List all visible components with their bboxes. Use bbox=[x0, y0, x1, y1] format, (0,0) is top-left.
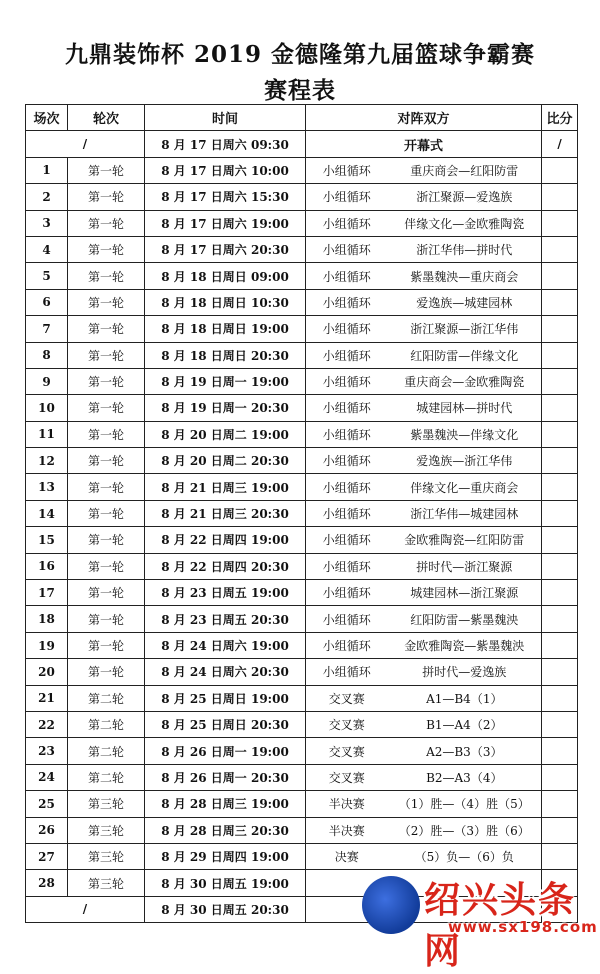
cell-score bbox=[542, 421, 578, 447]
cell-time: 8 月 18 日周日 10:30 bbox=[145, 289, 306, 315]
cell-teams: 浙江聚源—浙江华伟 bbox=[388, 316, 542, 342]
cell-no: 26 bbox=[26, 817, 68, 843]
cell-stage: 小组循环 bbox=[306, 289, 388, 315]
cell-stage: 小组循环 bbox=[306, 184, 388, 210]
cell-no: 11 bbox=[26, 421, 68, 447]
cell-score bbox=[542, 316, 578, 342]
cell-teams: 金欧雅陶瓷—紫墨魏泱 bbox=[388, 632, 542, 658]
cell-round: 第一轮 bbox=[68, 421, 145, 447]
cell-round: 第三轮 bbox=[68, 791, 145, 817]
cell-stage: 交叉赛 bbox=[306, 711, 388, 737]
cell-time: 8 月 28 日周三 20:30 bbox=[145, 817, 306, 843]
cell-score bbox=[542, 500, 578, 526]
cell-score bbox=[542, 210, 578, 236]
cell-score bbox=[542, 632, 578, 658]
cell-score bbox=[542, 236, 578, 262]
table-row bbox=[26, 157, 578, 183]
cell-stage: 交叉赛 bbox=[306, 764, 388, 790]
header-score: 比分 bbox=[542, 105, 578, 131]
cell-time: 8 月 17 日周六 20:30 bbox=[145, 236, 306, 262]
cell-teams: 伴缘文化—金欧雅陶瓷 bbox=[388, 210, 542, 236]
cell-teams: 浙江华伟—拼时代 bbox=[388, 236, 542, 262]
cell-stage: 小组循环 bbox=[306, 580, 388, 606]
cell-no: 17 bbox=[26, 580, 68, 606]
table-row bbox=[26, 421, 578, 447]
cell-teams: （5）负—（6）负 bbox=[388, 843, 542, 869]
cell-no: 19 bbox=[26, 632, 68, 658]
opening-match: 开幕式 bbox=[306, 131, 542, 157]
site-watermark bbox=[362, 868, 598, 972]
cell-teams: 紫墨魏泱—伴缘文化 bbox=[388, 421, 542, 447]
table-row bbox=[26, 711, 578, 737]
cell-score bbox=[542, 263, 578, 289]
opening-score: / bbox=[542, 131, 578, 157]
cell-stage: 小组循环 bbox=[306, 474, 388, 500]
cell-round: 第三轮 bbox=[68, 870, 145, 896]
table-row bbox=[26, 474, 578, 500]
table-row bbox=[26, 764, 578, 790]
cell-stage: 小组循环 bbox=[306, 606, 388, 632]
cell-round: 第一轮 bbox=[68, 580, 145, 606]
cell-round: 第一轮 bbox=[68, 527, 145, 553]
table-row bbox=[26, 500, 578, 526]
cell-teams: 红阳防雷—伴缘文化 bbox=[388, 342, 542, 368]
cell-stage: 小组循环 bbox=[306, 157, 388, 183]
cell-stage: 交叉赛 bbox=[306, 738, 388, 764]
cell-teams: 爱逸族—浙江华伟 bbox=[388, 448, 542, 474]
table-row bbox=[26, 263, 578, 289]
cell-time: 8 月 18 日周日 19:00 bbox=[145, 316, 306, 342]
cell-stage: 小组循环 bbox=[306, 553, 388, 579]
cell-score bbox=[542, 527, 578, 553]
cell-teams: 金欧雅陶瓷—红阳防雷 bbox=[388, 527, 542, 553]
header-row bbox=[26, 105, 578, 131]
table-row bbox=[26, 527, 578, 553]
cell-teams: A1—B4（1） bbox=[388, 685, 542, 711]
cell-no: 28 bbox=[26, 870, 68, 896]
cell-time: 8 月 21 日周三 20:30 bbox=[145, 500, 306, 526]
table-row bbox=[26, 395, 578, 421]
cell-no: 14 bbox=[26, 500, 68, 526]
cell-time: 8 月 25 日周日 20:30 bbox=[145, 711, 306, 737]
cell-score bbox=[542, 606, 578, 632]
table-row bbox=[26, 448, 578, 474]
cell-stage: 小组循环 bbox=[306, 659, 388, 685]
cell-no: 15 bbox=[26, 527, 68, 553]
cell-no: 12 bbox=[26, 448, 68, 474]
table-row bbox=[26, 368, 578, 394]
cell-score bbox=[542, 791, 578, 817]
cell-time: 8 月 29 日周四 19:00 bbox=[145, 843, 306, 869]
cell-time: 8 月 18 日周日 20:30 bbox=[145, 342, 306, 368]
cell-no: 10 bbox=[26, 395, 68, 421]
cell-round: 第一轮 bbox=[68, 263, 145, 289]
table-row bbox=[26, 289, 578, 315]
cell-stage: 小组循环 bbox=[306, 421, 388, 447]
cell-score bbox=[542, 659, 578, 685]
cell-time: 8 月 28 日周三 19:00 bbox=[145, 791, 306, 817]
cell-round: 第一轮 bbox=[68, 395, 145, 421]
cell-teams: 拼时代—爱逸族 bbox=[388, 659, 542, 685]
cell-no: 4 bbox=[26, 236, 68, 262]
cell-stage: 交叉赛 bbox=[306, 685, 388, 711]
cell-no: 21 bbox=[26, 685, 68, 711]
cell-score bbox=[542, 580, 578, 606]
cell-no: 2 bbox=[26, 184, 68, 210]
cell-teams: 城建园林—浙江聚源 bbox=[388, 580, 542, 606]
cell-time: 8 月 19 日周一 19:00 bbox=[145, 368, 306, 394]
cell-stage: 半决赛 bbox=[306, 817, 388, 843]
document-subtitle: 赛程表 bbox=[264, 77, 336, 104]
closing-no: / bbox=[26, 896, 145, 922]
header-round: 轮次 bbox=[68, 105, 145, 131]
cell-score bbox=[542, 711, 578, 737]
table-row bbox=[26, 580, 578, 606]
cell-no: 5 bbox=[26, 263, 68, 289]
table-row bbox=[26, 316, 578, 342]
cell-time: 8 月 20 日周二 19:00 bbox=[145, 421, 306, 447]
cell-no: 18 bbox=[26, 606, 68, 632]
cell-time: 8 月 20 日周二 20:30 bbox=[145, 448, 306, 474]
cell-score bbox=[542, 368, 578, 394]
cell-score bbox=[542, 685, 578, 711]
cell-no: 13 bbox=[26, 474, 68, 500]
table-row bbox=[26, 606, 578, 632]
cell-teams: 重庆商会—金欧雅陶瓷 bbox=[388, 368, 542, 394]
cell-score bbox=[542, 395, 578, 421]
cell-score bbox=[542, 553, 578, 579]
cell-score bbox=[542, 289, 578, 315]
cell-no: 24 bbox=[26, 764, 68, 790]
opening-row bbox=[26, 131, 578, 157]
cell-round: 第一轮 bbox=[68, 632, 145, 658]
opening-time: 8 月 17 日周六 09:30 bbox=[145, 131, 306, 157]
cell-round: 第一轮 bbox=[68, 236, 145, 262]
cell-time: 8 月 22 日周四 19:00 bbox=[145, 527, 306, 553]
table-row bbox=[26, 184, 578, 210]
cell-round: 第一轮 bbox=[68, 368, 145, 394]
cell-round: 第二轮 bbox=[68, 711, 145, 737]
cell-stage: 小组循环 bbox=[306, 500, 388, 526]
cell-time: 8 月 24 日周六 19:00 bbox=[145, 632, 306, 658]
cell-stage: 小组循环 bbox=[306, 632, 388, 658]
table-row bbox=[26, 791, 578, 817]
cell-stage: 小组循环 bbox=[306, 395, 388, 421]
cell-time: 8 月 30 日周五 19:00 bbox=[145, 870, 306, 896]
cell-time: 8 月 19 日周一 20:30 bbox=[145, 395, 306, 421]
cell-time: 8 月 23 日周五 19:00 bbox=[145, 580, 306, 606]
cell-round: 第一轮 bbox=[68, 500, 145, 526]
opening-no: / bbox=[26, 131, 145, 157]
cell-no: 9 bbox=[26, 368, 68, 394]
cell-score bbox=[542, 157, 578, 183]
cell-time: 8 月 17 日周六 19:00 bbox=[145, 210, 306, 236]
cell-no: 8 bbox=[26, 342, 68, 368]
cell-round: 第一轮 bbox=[68, 474, 145, 500]
cell-stage: 小组循环 bbox=[306, 210, 388, 236]
cell-stage: 半决赛 bbox=[306, 791, 388, 817]
cell-time: 8 月 22 日周四 20:30 bbox=[145, 553, 306, 579]
schedule-table bbox=[25, 104, 578, 923]
cell-time: 8 月 17 日周六 10:00 bbox=[145, 157, 306, 183]
cell-stage: 决赛 bbox=[306, 843, 388, 869]
cell-time: 8 月 21 日周三 19:00 bbox=[145, 474, 306, 500]
cell-no: 16 bbox=[26, 553, 68, 579]
cell-round: 第一轮 bbox=[68, 342, 145, 368]
cell-no: 22 bbox=[26, 711, 68, 737]
table-row bbox=[26, 553, 578, 579]
cell-teams: A2—B3（3） bbox=[388, 738, 542, 764]
watermark-url: www.sx198.com bbox=[448, 918, 598, 936]
table-row bbox=[26, 685, 578, 711]
cell-round: 第一轮 bbox=[68, 448, 145, 474]
cell-score bbox=[542, 817, 578, 843]
cell-stage: 小组循环 bbox=[306, 527, 388, 553]
cell-round: 第二轮 bbox=[68, 764, 145, 790]
cell-round: 第一轮 bbox=[68, 553, 145, 579]
cell-no: 20 bbox=[26, 659, 68, 685]
cell-teams: 爱逸族—城建园林 bbox=[388, 289, 542, 315]
cell-stage: 小组循环 bbox=[306, 342, 388, 368]
cell-time: 8 月 25 日周日 19:00 bbox=[145, 685, 306, 711]
watermark-logo bbox=[362, 876, 420, 934]
cell-time: 8 月 23 日周五 20:30 bbox=[145, 606, 306, 632]
cell-round: 第一轮 bbox=[68, 289, 145, 315]
header-time: 时间 bbox=[145, 105, 306, 131]
cell-no: 1 bbox=[26, 157, 68, 183]
cell-round: 第二轮 bbox=[68, 685, 145, 711]
cell-round: 第一轮 bbox=[68, 659, 145, 685]
cell-stage: 小组循环 bbox=[306, 368, 388, 394]
cell-time: 8 月 18 日周日 09:00 bbox=[145, 263, 306, 289]
cell-no: 27 bbox=[26, 843, 68, 869]
cell-round: 第二轮 bbox=[68, 738, 145, 764]
cell-round: 第一轮 bbox=[68, 606, 145, 632]
document-title: 九鼎装饰杯 2019 金德隆第九届篮球争霸赛 bbox=[64, 41, 536, 68]
cell-teams: 重庆商会—红阳防雷 bbox=[388, 157, 542, 183]
cell-round: 第一轮 bbox=[68, 210, 145, 236]
cell-time: 8 月 24 日周六 20:30 bbox=[145, 659, 306, 685]
cell-teams: 红阳防雷—紫墨魏泱 bbox=[388, 606, 542, 632]
cell-no: 25 bbox=[26, 791, 68, 817]
header-no: 场次 bbox=[26, 105, 68, 131]
cell-round: 第一轮 bbox=[68, 184, 145, 210]
cell-score bbox=[542, 342, 578, 368]
table-row bbox=[26, 659, 578, 685]
watermark-text: 绍兴头条网 bbox=[424, 880, 577, 972]
cell-round: 第一轮 bbox=[68, 316, 145, 342]
table-row bbox=[26, 738, 578, 764]
cell-stage: 小组循环 bbox=[306, 236, 388, 262]
cell-round: 第三轮 bbox=[68, 843, 145, 869]
cell-teams: B1—A4（2） bbox=[388, 711, 542, 737]
table-row bbox=[26, 817, 578, 843]
cell-score bbox=[542, 843, 578, 869]
cell-time: 8 月 26 日周一 19:00 bbox=[145, 738, 306, 764]
cell-no: 3 bbox=[26, 210, 68, 236]
cell-score bbox=[542, 764, 578, 790]
cell-score bbox=[542, 474, 578, 500]
cell-time: 8 月 17 日周六 15:30 bbox=[145, 184, 306, 210]
cell-teams: 浙江华伟—城建园林 bbox=[388, 500, 542, 526]
closing-time: 8 月 30 日周五 20:30 bbox=[145, 896, 306, 922]
cell-no: 23 bbox=[26, 738, 68, 764]
cell-teams: （2）胜—（3）胜（6） bbox=[388, 817, 542, 843]
table-row bbox=[26, 843, 578, 869]
cell-no: 7 bbox=[26, 316, 68, 342]
cell-score bbox=[542, 184, 578, 210]
cell-stage: 小组循环 bbox=[306, 263, 388, 289]
cell-teams: 紫墨魏泱—重庆商会 bbox=[388, 263, 542, 289]
cell-round: 第三轮 bbox=[68, 817, 145, 843]
cell-teams: （1）胜—（4）胜（5） bbox=[388, 791, 542, 817]
header-match: 对阵双方 bbox=[306, 105, 542, 131]
cell-stage: 小组循环 bbox=[306, 316, 388, 342]
cell-time: 8 月 26 日周一 20:30 bbox=[145, 764, 306, 790]
cell-stage: 小组循环 bbox=[306, 448, 388, 474]
cell-score bbox=[542, 738, 578, 764]
cell-teams: 浙江聚源—爱逸族 bbox=[388, 184, 542, 210]
cell-teams: B2—A3（4） bbox=[388, 764, 542, 790]
table-row bbox=[26, 236, 578, 262]
cell-teams: 伴缘文化—重庆商会 bbox=[388, 474, 542, 500]
cell-teams: 城建园林—拼时代 bbox=[388, 395, 542, 421]
table-row bbox=[26, 342, 578, 368]
cell-no: 6 bbox=[26, 289, 68, 315]
cell-score bbox=[542, 448, 578, 474]
table-row bbox=[26, 210, 578, 236]
cell-round: 第一轮 bbox=[68, 157, 145, 183]
cell-teams: 拼时代—浙江聚源 bbox=[388, 553, 542, 579]
table-row bbox=[26, 632, 578, 658]
